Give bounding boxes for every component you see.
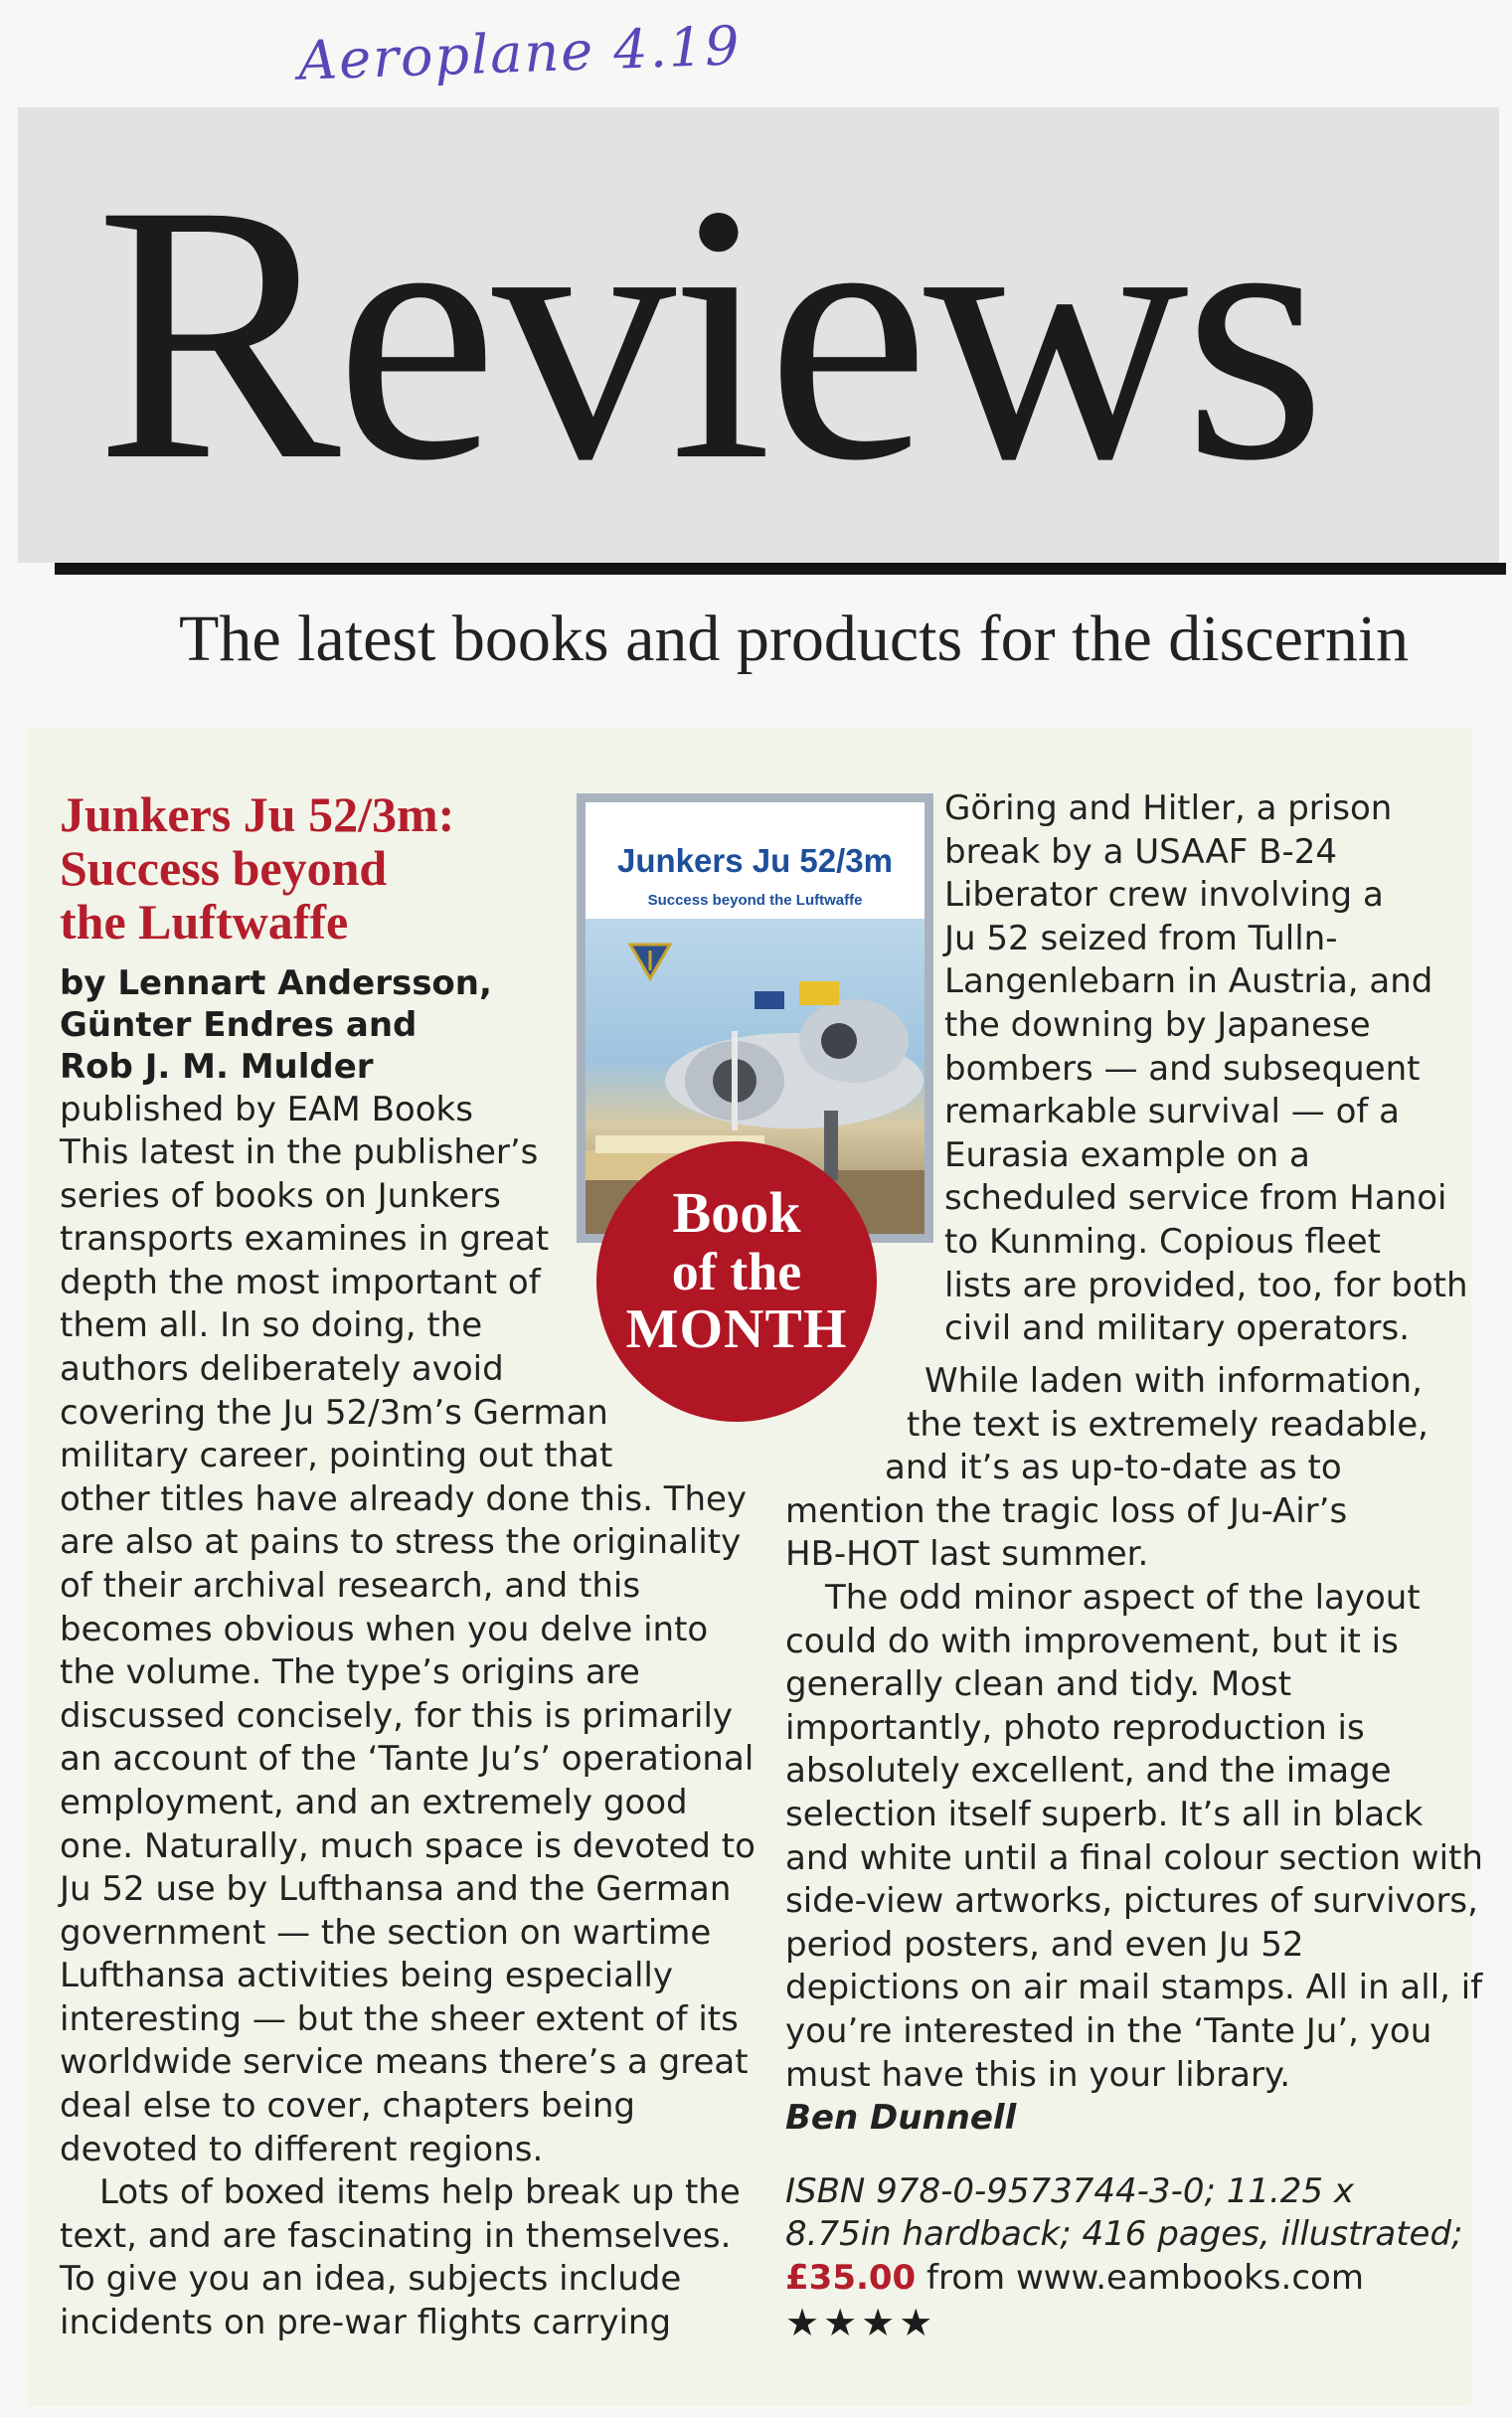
text-line: devoted to different regions.: [60, 2129, 544, 2169]
text-line: could do with improvement, but it is: [785, 1621, 1399, 1661]
publisher: published by EAM Books: [60, 1090, 473, 1129]
byline-line: Rob J. M. Mulder: [60, 1047, 374, 1087]
handwritten-note: Aeroplane 4.19: [297, 14, 743, 92]
text-line: bombers — and subsequent: [944, 1048, 1421, 1089]
text-line: transports examines in great: [60, 1219, 550, 1260]
text-line: worldwide service means there’s a great: [60, 2042, 749, 2083]
text-line: To give you an idea, subjects include: [60, 2259, 682, 2300]
price-line: [785, 2257, 1471, 2301]
text-line: Lufthansa activities being especially: [60, 1956, 673, 1996]
text-line: series of books on Junkers: [60, 1175, 501, 1216]
text-line: the volume. The type’s origins are: [60, 1652, 640, 1693]
left-column-paragraph-2: [60, 2171, 756, 2344]
text-line: HB-HOT last summer.: [785, 1534, 1149, 1575]
text-line: text, and are fascinating in themselves.: [60, 2215, 732, 2256]
star-rating: ★★★★: [785, 2301, 937, 2345]
text-line: the downing by Japanese: [944, 1004, 1371, 1045]
text-line: government — the section on wartime: [60, 1912, 712, 1953]
reviewer-name: Ben Dunnell: [785, 2098, 1017, 2139]
text-line: authors deliberately avoid: [60, 1348, 504, 1389]
text-line: incidents on pre-war flights carrying: [60, 2303, 672, 2343]
badge-line: of the: [671, 1242, 802, 1301]
text-line: interesting — but the sheer extent of its: [60, 1998, 739, 2039]
text-line: covering the Ju 52/3m’s German: [60, 1392, 608, 1433]
text-line: scheduled service from Hanoi: [944, 1178, 1447, 1219]
text-line: break by a USAAF B-24: [944, 831, 1338, 872]
purchase-source: from www.eambooks.com: [916, 2257, 1364, 2298]
byline-line: Günter Endres and: [60, 1005, 418, 1045]
text-line: Eurasia example on a: [944, 1134, 1310, 1175]
text-line: absolutely excellent, and the image: [785, 1751, 1392, 1792]
header-rule: [55, 563, 1506, 575]
text-line: side-view artworks, pictures of survivors,: [785, 1881, 1478, 1922]
text-line: importantly, photo reproduction is: [785, 1707, 1365, 1748]
text-line: This latest in the publisher’s: [60, 1132, 539, 1172]
text-line: period posters, and even Ju 52: [785, 1924, 1304, 1965]
isbn-line: 8.75in hardback; 416 pages, illustrated;: [785, 2214, 1463, 2255]
text-line: discussed concisely, for this is primarily: [60, 1695, 734, 1736]
text-line: Göring and Hitler, a prison: [944, 788, 1393, 828]
text-line: mention the tragic loss of Ju-Air’s: [785, 1490, 1348, 1531]
text-line: selection itself superb. It’s all in black: [785, 1794, 1424, 1834]
text-line: deal else to cover, chapters being: [60, 2086, 635, 2127]
text-line: other titles have already done this. They: [60, 1478, 748, 1519]
price: £35.00: [785, 2257, 917, 2298]
text-line: lists are provided, too, for both: [944, 1265, 1468, 1305]
text-line: to Kunming. Copious fleet: [944, 1221, 1381, 1262]
text-line: generally clean and tidy. Most: [785, 1664, 1292, 1705]
text-line: employment, and an extremely good: [60, 1782, 688, 1822]
text-line: Ju 52 use by Lufthansa and the German: [60, 1869, 732, 1910]
byline-line: by Lennart Andersson,: [60, 963, 492, 1003]
text-line: are also at pains to stress the originality: [60, 1522, 742, 1563]
text-line: you’re interested in the ‘Tante Ju’, you: [785, 2010, 1432, 2051]
text-line: and it’s as up-to-date as to: [885, 1448, 1342, 1488]
text-line: military career, pointing out that: [60, 1436, 613, 1476]
right-column-wrap-paragraph: [785, 1360, 1471, 1577]
headline-line: Junkers Ju 52/3m:: [60, 786, 455, 842]
section-subtitle: The latest books and products for the discernin: [179, 603, 1410, 675]
section-title: Reviews: [95, 129, 1321, 537]
text-line: Ju 52 seized from Tulln-: [944, 918, 1338, 958]
text-line: Liberator crew involving a: [944, 875, 1384, 916]
cover-title: Junkers Ju 52/3m: [617, 842, 893, 879]
text-line: the text is extremely readable,: [907, 1404, 1428, 1445]
isbn-line: ISBN 978-0-9573744-3-0; 11.25 x: [785, 2170, 1354, 2211]
right-column-body: [944, 787, 1468, 1351]
text-line: depictions on air mail stamps. All in all, if: [785, 1968, 1483, 2008]
text-line: of their archival research, and this: [60, 1565, 641, 1606]
right-column-paragraph-3: [785, 1577, 1483, 2097]
cover-subtitle: Success beyond the Luftwaffe: [647, 892, 863, 909]
right-column-lower: [785, 1360, 1483, 2345]
text-line: civil and military operators.: [944, 1308, 1411, 1349]
text-line: one. Naturally, much space is devoted to: [60, 1825, 756, 1866]
text-line: depth the most important of: [60, 1262, 541, 1302]
badge-line: Book: [672, 1180, 801, 1245]
text-line: Lots of boxed items help break up the: [99, 2172, 741, 2213]
headline-line: Success beyond: [60, 840, 388, 896]
badge-line: MONTH: [625, 1298, 848, 1360]
text-line: remarkable survival — of a: [944, 1092, 1401, 1132]
text-line: an account of the ‘Tante Ju’s’ operational: [60, 1739, 755, 1780]
text-line: While laden with information,: [924, 1361, 1423, 1401]
text-line: and white until a final colour section with: [785, 1837, 1483, 1878]
headline-line: the Luftwaffe: [60, 894, 349, 950]
text-line: The odd minor aspect of the layout: [825, 1577, 1421, 1618]
text-line: them all. In so doing, the: [60, 1305, 483, 1346]
text-line: must have this in your library.: [785, 2054, 1291, 2095]
text-line: becomes obvious when you delve into: [60, 1609, 709, 1649]
book-details: [785, 2170, 1471, 2257]
text-line: Langenlebarn in Austria, and: [944, 961, 1433, 1002]
